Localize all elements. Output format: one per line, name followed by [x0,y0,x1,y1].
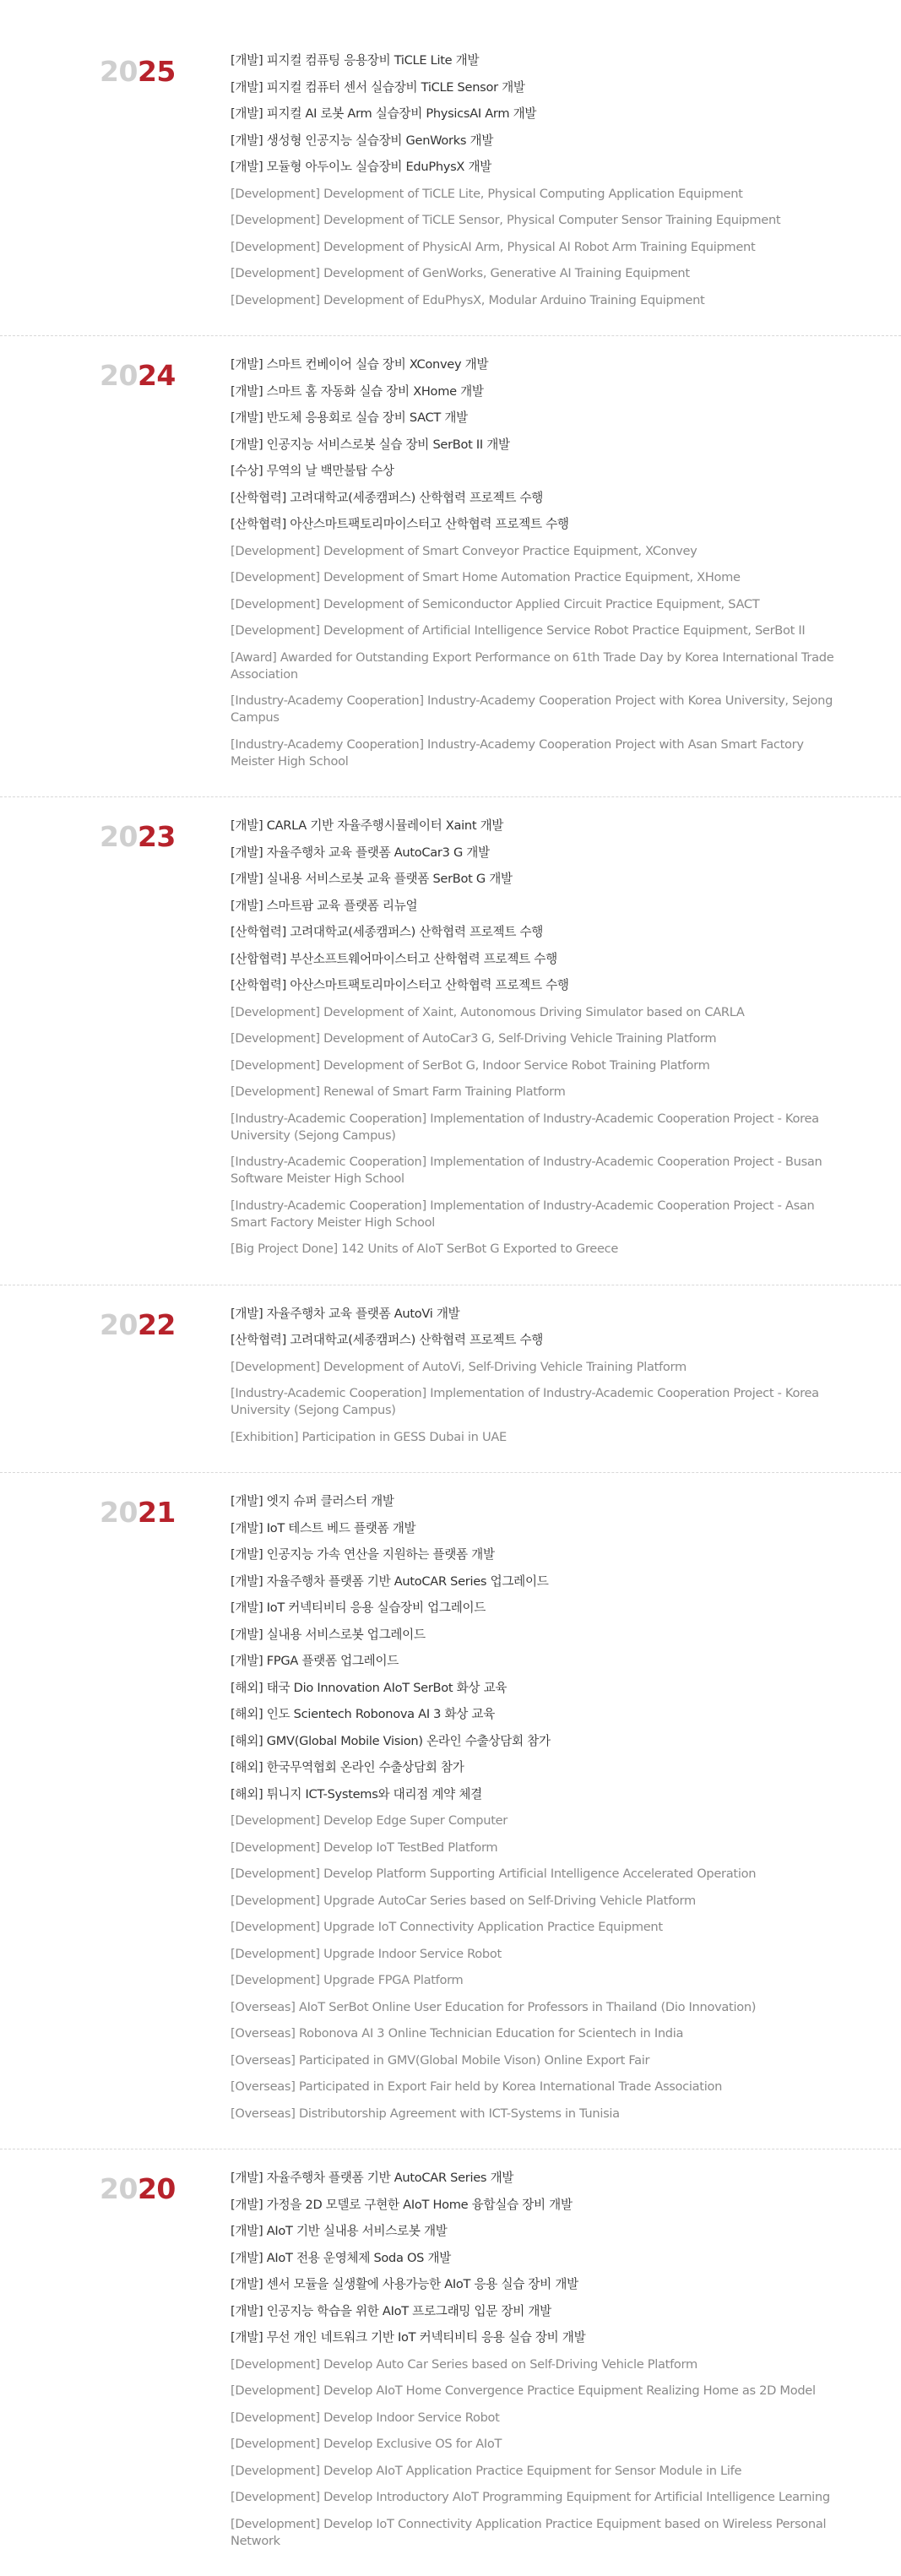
history-entry-english: [Development] Development of GenWorks, Generative AI Training Equipment [231,266,690,280]
year-label [0,359,231,392]
year-century: 20 [100,55,138,88]
year-section [0,335,901,796]
history-entry-korean: [개발] 스마트 홈 자동화 실습 장비 XHome 개발 [231,383,484,399]
history-entry-english: [Development] Upgrade Indoor Service Robot [231,1946,502,1961]
history-entry-english: [Overseas] Distributorship Agreement with ICT-Systems in Tunisia [231,2106,620,2121]
year-section [0,1285,901,1473]
history-entry-korean: [산학협력] 고려대학교(세종캠퍼스) 산학협력 프로젝트 수행 [231,925,544,939]
year-decade: 25 [137,55,176,88]
history-entry-list [231,1493,839,2132]
history-entry-english: [Development] Develop IoT TestBed Platform [231,1840,498,1855]
year-century: 20 [100,359,138,392]
history-entry-korean: [개발] 피지컬 AI 로봇 Arm 실습장비 PhysicsAI Arm 개발 [231,106,537,121]
history-entry-english: [Development] Develop AIoT Home Convergence Practice Equipment Realizing Home as 2D Model [231,2383,816,2398]
history-entry-english: [Industry-Academic Cooperation] Implementation of Industry-Academic Cooperation Project - Asan Smart Factory Meister High School [231,1198,815,1230]
year-decade: 24 [137,359,176,392]
history-entry-english: [Development] Development of AutoVi, Self-Driving Vehicle Training Platform [231,1359,687,1374]
year-label [0,1307,231,1341]
year-decade: 22 [137,1307,176,1341]
year-section [0,0,901,335]
history-entry-list [231,1306,839,1456]
history-entry-korean: [개발] IoT 커넥티비티 응용 실습장비 업그레이드 [231,1600,486,1615]
history-entry-english: [Development] Development of Smart Conveyor Practice Equipment, XConvey [231,543,697,558]
history-entry-english: [Development] Development of Smart Home Automation Practice Equipment, XHome [231,570,741,584]
history-entry-list [231,818,839,1268]
history-entry-english: [Development] Development of TiCLE Lite, Physical Computing Application Equipment [231,186,743,201]
history-entry-english: [Development] Develop Indoor Service Robot [231,2410,500,2425]
history-entry-korean: [개발] 생성형 인공지능 실습장비 GenWorks 개발 [231,133,494,148]
history-entry-list [231,2170,839,2559]
history-entry-english: [Development] Development of Semiconductor Applied Circuit Practice Equipment, SACT [231,596,760,611]
year-century: 20 [100,1307,138,1341]
history-entry-korean: [개발] 자율주행차 플랫폼 기반 AutoCAR Series 업그레이드 [231,1573,549,1589]
year-decade: 21 [137,1496,176,1529]
history-entry-korean: [산학협력] 아산스마트팩토리마이스터고 산학협력 프로젝트 수행 [231,517,569,531]
history-entry-korean: [개발] 모듈형 아두이노 실습장비 EduPhysX 개발 [231,160,492,174]
history-entry-korean: [개발] 스마트 컨베이어 실습 장비 XConvey 개발 [231,357,489,372]
history-entry-english: [Development] Develop Platform Supporting Artificial Intelligence Accelerated Operation [231,1867,757,1881]
history-entry-english: [Big Project Done] 142 Units of AIoT SerBot G Exported to Greece [231,1242,619,1256]
history-entry-english: [Development] Develop Auto Car Series based on Self-Driving Vehicle Platform [231,2356,697,2372]
history-entry-english: [Industry-Academic Cooperation] Implementation of Industry-Academic Cooperation Project - Busan Software Meister High School [231,1155,822,1186]
history-entry-english: [Overseas] AIoT SerBot Online User Education for Professors in Thailand (Dio Innovation) [231,1999,757,2014]
history-entry-english: [Development] Development of Artificial Intelligence Service Robot Practice Equipment, SerBot II [231,623,806,638]
history-entry-korean: [개발] 자율주행차 교육 플랫폼 AutoVi 개발 [231,1306,460,1321]
history-entry-english: [Development] Development of PhysicAI Arm, Physical AI Robot Arm Training Equipment [231,239,756,254]
history-entry-english: [Development] Development of Xaint, Autonomous Driving Simulator based on CARLA [231,1004,745,1019]
history-entry-english: [Exhibition] Participation in GESS Dubai in UAE [231,1429,507,1444]
history-entry-korean: [개발] CARLA 기반 자율주행시뮬레이터 Xaint 개발 [231,818,504,833]
history-entry-english: [Development] Development of TiCLE Sensor, Physical Computer Sensor Training Equipment [231,213,781,227]
history-entry-korean: [해외] 한국무역협회 온라인 수출상담회 참가 [231,1760,464,1774]
history-entry-english: [Overseas] Participated in Export Fair held by Korea International Trade Association [231,2079,723,2094]
history-entry-korean: [산합협력] 부산소프트웨어마이스터고 산학협력 프로젝트 수행 [231,951,557,966]
year-century: 20 [100,2172,138,2205]
history-entry-english: [Industry-Academy Cooperation] Industry-Academy Cooperation Project with Asan Smart Factory Meister High School [231,736,804,769]
history-entry-korean: [산학협력] 아산스마트팩토리마이스터고 산학협력 프로젝트 수행 [231,978,569,992]
history-entry-english: [Industry-Academic Cooperation] Implementation of Industry-Academic Cooperation Project - Korea University (Sejong Campus) [231,1386,819,1417]
history-entry-english: [Development] Upgrade AutoCar Series based on Self-Driving Vehicle Platform [231,1893,696,1908]
history-entry-english: [Development] Development of SerBot G, Indoor Service Robot Training Platform [231,1057,710,1073]
history-entry-korean: [산학협력] 고려대학교(세종캠퍼스) 산학협력 프로젝트 수행 [231,1333,544,1347]
history-entry-korean: [개발] AIoT 기반 실내용 서비스로봇 개발 [231,2224,448,2238]
history-entry-korean: [개발] AIoT 전용 운영체제 Soda OS 개발 [231,2250,452,2265]
history-entry-korean: [개발] FPGA 플랫폼 업그레이드 [231,1654,399,1668]
history-entry-korean: [개발] 엣지 슈퍼 클러스터 개발 [231,1494,394,1508]
year-section [0,2149,901,2576]
history-entry-korean: [산학협력] 고려대학교(세종캠퍼스) 산학협력 프로젝트 수행 [231,490,544,505]
history-entry-english: [Development] Upgrade IoT Connectivity Application Practice Equipment [231,1920,663,1934]
history-entry-english: [Development] Develop AIoT Application Practice Equipment for Sensor Module in Life [231,2463,742,2478]
history-entry-korean: [개발] 센서 모듈을 실생활에 사용가능한 AIoT 응용 실습 장비 개발 [231,2277,578,2291]
history-entry-korean: [개발] 실내용 서비스로봇 업그레이드 [231,1627,426,1642]
history-entry-korean: [해외] 인도 Scientech Robonova AI 3 화상 교육 [231,1707,496,1721]
history-entry-korean: [개발] 피지컬 컴퓨터 센서 실습장비 TiCLE Sensor 개발 [231,79,525,95]
history-entry-list [231,356,839,780]
year-decade: 23 [137,820,176,853]
history-entry-english: [Development] Development of AutoCar3 G, Self-Driving Vehicle Training Platform [231,1031,717,1046]
history-entry-english: [Development] Develop IoT Connectivity Application Practice Equipment based on Wireless Personal Network [231,2516,827,2548]
history-entry-korean: [개발] 인공지능 학습을 위한 AIoT 프로그래밍 입문 장비 개발 [231,2303,551,2318]
history-entry-korean: [개발] 인공지능 가속 연산을 지원하는 플랫폼 개발 [231,1547,495,1562]
history-entry-english: [Development] Develop Exclusive OS for AIoT [231,2437,502,2451]
history-entry-english: [Development] Renewal of Smart Farm Training Platform [231,1084,566,1099]
history-entry-english: [Development] Develop Introductory AIoT Programming Equipment for Artificial Intelligence Learning [231,2490,830,2504]
history-entry-english: [Development] Develop Edge Super Computer [231,1813,507,1828]
history-entry-korean: [개발] 무선 개인 네트워크 기반 IoT 커넥티비티 응용 실습 장비 개발 [231,2330,586,2345]
history-entry-korean: [개발] 반도체 응용회로 실습 장비 SACT 개발 [231,410,468,425]
year-label [0,2172,231,2205]
history-entry-korean: [개발] 자율주행차 교육 플랫폼 AutoCar3 G 개발 [231,845,490,860]
history-entry-list [231,52,839,318]
year-century: 20 [100,1496,138,1529]
history-entry-korean: [개발] 실내용 서비스로봇 교육 플랫폼 SerBot G 개발 [231,872,513,886]
year-section [0,796,901,1285]
year-section [0,1472,901,2149]
history-entry-korean: [개발] 스마트팜 교육 플랫폼 리뉴얼 [231,898,418,913]
history-entry-korean: [개발] 가정을 2D 모델로 구현한 AIoT Home 융합실습 장비 개발 [231,2197,573,2212]
history-entry-korean: [해외] 튀니지 ICT-Systems와 대리점 계약 체결 [231,1786,482,1802]
history-entry-korean: [개발] 자율주행차 플랫폼 기반 AutoCAR Series 개발 [231,2171,514,2185]
history-entry-korean: [개발] 인공지능 서비스로봇 실습 장비 SerBot II 개발 [231,437,510,452]
history-entry-korean: [수상] 무역의 날 백만불탑 수상 [231,464,394,478]
history-entry-english: [Award] Awarded for Outstanding Export Performance on 61th Trade Day by Korea International Trade Association [231,649,834,682]
year-label [0,55,231,88]
history-entry-english: [Overseas] Robonova AI 3 Online Technician Education for Scientech in India [231,2026,684,2041]
history-entry-english: [Development] Development of EduPhysX, Modular Arduino Training Equipment [231,292,705,307]
year-decade: 20 [137,2172,176,2205]
year-label [0,1496,231,1529]
history-entry-english: [Overseas] Participated in GMV(Global Mobile Vison) Online Export Fair [231,2052,650,2068]
year-century: 20 [100,820,138,853]
year-label [0,820,231,853]
history-entry-korean: [해외] 태국 Dio Innovation AIoT SerBot 화상 교육 [231,1680,507,1695]
history-entry-english: [Industry-Academy Cooperation] Industry-Academy Cooperation Project with Korea University, Sejong Campus [231,693,833,725]
history-entry-english: [Industry-Academic Cooperation] Implementation of Industry-Academic Cooperation Project - Korea University (Sejong Campus) [231,1111,819,1143]
history-entry-korean: [개발] 피지컬 컴퓨팅 응용장비 TiCLE Lite 개발 [231,53,480,68]
history-entry-korean: [해외] GMV(Global Mobile Vision) 온라인 수출상담회 참가 [231,1733,551,1748]
history-entry-korean: [개발] IoT 테스트 베드 플랫폼 개발 [231,1520,416,1535]
history-entry-english: [Development] Upgrade FPGA Platform [231,1973,464,1987]
